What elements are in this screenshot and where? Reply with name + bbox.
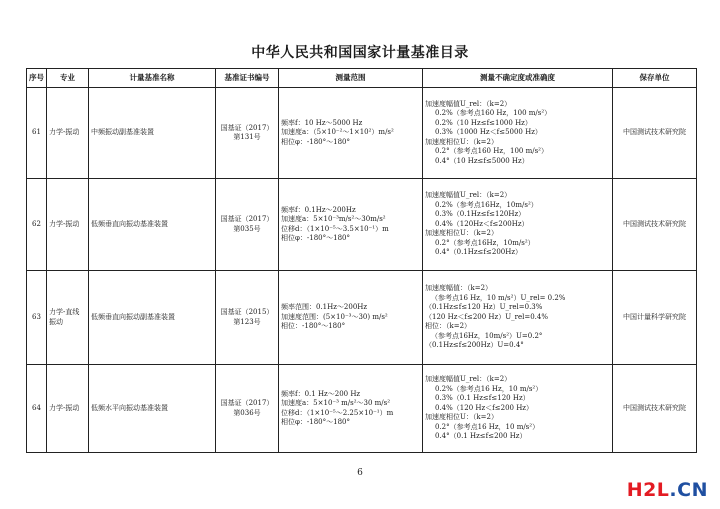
range-line: 相位φ：-180°～180° — [281, 233, 350, 242]
row-profession: 力学-振动 — [47, 365, 89, 453]
uncertainty-line: （参考点16 Hz，10 m/s²）U_rel= 0.2% — [431, 293, 566, 302]
header-name: 计量基准名称 — [89, 69, 216, 88]
range-line: 频率范围：0.1Hz～200Hz — [281, 303, 368, 312]
row-uncertainty — [423, 271, 613, 365]
table-header-row — [27, 69, 697, 88]
row-name: 低频垂直向振动副基准装置 — [89, 271, 216, 365]
range-line: 频率f：0.1 Hz～200 Hz — [281, 389, 361, 398]
table-row — [27, 365, 697, 453]
row-seq: 63 — [27, 271, 47, 365]
row-profession: 力学-振动 — [47, 179, 89, 271]
logo-text-suffix: .CN — [669, 479, 708, 501]
uncertainty-line: 0.3%（1000 Hz＜f≤5000 Hz） — [435, 128, 542, 137]
uncertainty-line: 0.2%（参考点160 Hz，100 m/s²） — [435, 109, 552, 118]
header-range: 测量范围 — [279, 69, 423, 88]
row-uncertainty — [423, 88, 613, 179]
row-profession: 力学-振动 — [47, 88, 89, 179]
range-line: 频率f：0.1Hz～200Hz — [281, 205, 356, 214]
site-logo — [627, 479, 708, 501]
row-institution: 中国测试技术研究院 — [613, 179, 697, 271]
row-uncertainty — [423, 365, 613, 453]
uncertainty-line: 0.2%（参考点16Hz，10m/s²） — [435, 200, 538, 209]
header-cert: 基准证书编号 — [216, 69, 279, 88]
logo-text-main: H2L — [626, 479, 670, 501]
row-institution: 中国测试技术研究院 — [613, 365, 697, 453]
range-line: 相位φ：-180°～180° — [281, 417, 350, 426]
header-profession: 专业 — [47, 69, 89, 88]
uncertainty-line: 加速度相位U：（k=2） — [425, 413, 498, 422]
range-line: 加速度a：5×10⁻³ m/s²～30 m/s² — [281, 399, 391, 408]
page-number: 6 — [357, 468, 363, 478]
row-institution: 中国测试技术研究院 — [613, 88, 697, 179]
uncertainty-line: 加速度幅值U_rel：（k=2） — [425, 99, 512, 108]
range-line: 频率f：10 Hz～5000 Hz — [281, 118, 363, 127]
cert-line: 第123号 — [233, 317, 261, 326]
uncertainty-line: 加速度相位U：（k=2） — [425, 229, 498, 238]
cert-line: 国基证（2015） — [220, 308, 274, 317]
row-range — [279, 365, 423, 453]
cert-line: 国基证（2017） — [220, 399, 274, 408]
uncertainty-line: （0.1Hz≤f≤120 Hz）U_rel=0.3% — [425, 303, 543, 312]
range-line: 加速度a：（5×10⁻²～1×10²）m/s² — [281, 128, 394, 137]
row-cert — [216, 271, 279, 365]
uncertainty-line: 加速度相位U：（k=2） — [425, 137, 498, 146]
uncertainty-line: （参考点16Hz，10m/s²）U=0.2° — [431, 331, 543, 340]
uncertainty-line: 相位：（k=2） — [425, 322, 472, 331]
uncertainty-line: 加速度幅值：（k=2） — [425, 284, 493, 293]
uncertainty-line: 0.3%（0.1Hz≤f≤120Hz） — [435, 210, 526, 219]
range-line: 加速度a：5×10⁻³m/s²～30m/s² — [281, 215, 386, 224]
standards-table — [26, 68, 697, 453]
row-range — [279, 271, 423, 365]
table-row — [27, 88, 697, 179]
range-line: 相位：-180°～180° — [281, 322, 346, 331]
range-line: 位移d：（1×10⁻⁵～2.25×10⁻¹）m — [281, 408, 394, 417]
row-cert — [216, 88, 279, 179]
page-title: 中华人民共和国国家计量基准目录 — [251, 45, 469, 61]
row-range — [279, 88, 423, 179]
row-cert — [216, 179, 279, 271]
row-name: 低频垂直向振动基准装置 — [89, 179, 216, 271]
row-name: 低频水平向振动基准装置 — [89, 365, 216, 453]
header-uncertainty: 测量不确定度或准确度 — [423, 69, 613, 88]
uncertainty-line: 0.4%（120Hz＜f≤200Hz） — [435, 219, 529, 228]
cert-line: 第131号 — [233, 133, 261, 141]
header-institution: 保存单位 — [613, 69, 697, 88]
cert-line: 国基证（2017） — [220, 123, 274, 132]
range-line: 相位φ：-180°～180° — [281, 137, 350, 146]
header-seq: 序号 — [27, 69, 47, 88]
table-row — [27, 179, 697, 271]
uncertainty-line: 0.2°（参考点16Hz，10m/s²） — [435, 238, 535, 247]
row-name: 中频振动副基准装置 — [89, 88, 216, 179]
uncertainty-line: （0.1Hz≤f≤200Hz）U=0.4° — [425, 341, 524, 350]
row-seq: 61 — [27, 88, 47, 179]
cert-line: 第035号 — [233, 224, 261, 233]
row-cert — [216, 365, 279, 453]
range-line: 加速度范围：(5×10⁻³～30) m/s² — [281, 312, 388, 321]
row-institution: 中国计量科学研究院 — [613, 271, 697, 365]
row-seq: 64 — [27, 365, 47, 453]
table-row — [27, 271, 697, 365]
uncertainty-line: 加速度幅值U_rel：（k=2） — [425, 375, 512, 384]
row-profession: 力学-直线振动 — [47, 271, 89, 365]
uncertainty-line: 0.4°（0.1Hz≤f≤200Hz） — [435, 248, 523, 257]
range-line: 位移d：（1×10⁻⁵～3.5×10⁻¹）m — [281, 224, 389, 233]
uncertainty-line: 0.2°（参考点160 Hz，100 m/s²） — [435, 147, 548, 156]
row-uncertainty — [423, 179, 613, 271]
cert-line: 第036号 — [233, 408, 261, 417]
uncertainty-line: 0.2°（参考点16 Hz，10 m/s²） — [435, 422, 540, 431]
row-range — [279, 179, 423, 271]
cert-line: 国基证（2017） — [220, 215, 274, 224]
uncertainty-line: 加速度幅值U_rel：（k=2） — [425, 191, 512, 200]
uncertainty-line: 0.4°（0.1 Hz≤f≤200 Hz） — [435, 432, 527, 441]
uncertainty-line: 0.4°（10 Hz≤f≤5000 Hz） — [435, 156, 529, 165]
uncertainty-line: 0.3%（0.1 Hz≤f≤120 Hz） — [435, 394, 530, 403]
uncertainty-line: 0.2%（参考点16 Hz，10 m/s²） — [435, 384, 543, 393]
row-seq: 62 — [27, 179, 47, 271]
uncertainty-line: （120 Hz＜f≤200 Hz）U_rel=0.4% — [425, 312, 548, 321]
uncertainty-line: 0.4%（120 Hz＜f≤200 Hz） — [435, 403, 533, 412]
uncertainty-line: 0.2%（10 Hz≤f≤1000 Hz） — [435, 118, 532, 127]
